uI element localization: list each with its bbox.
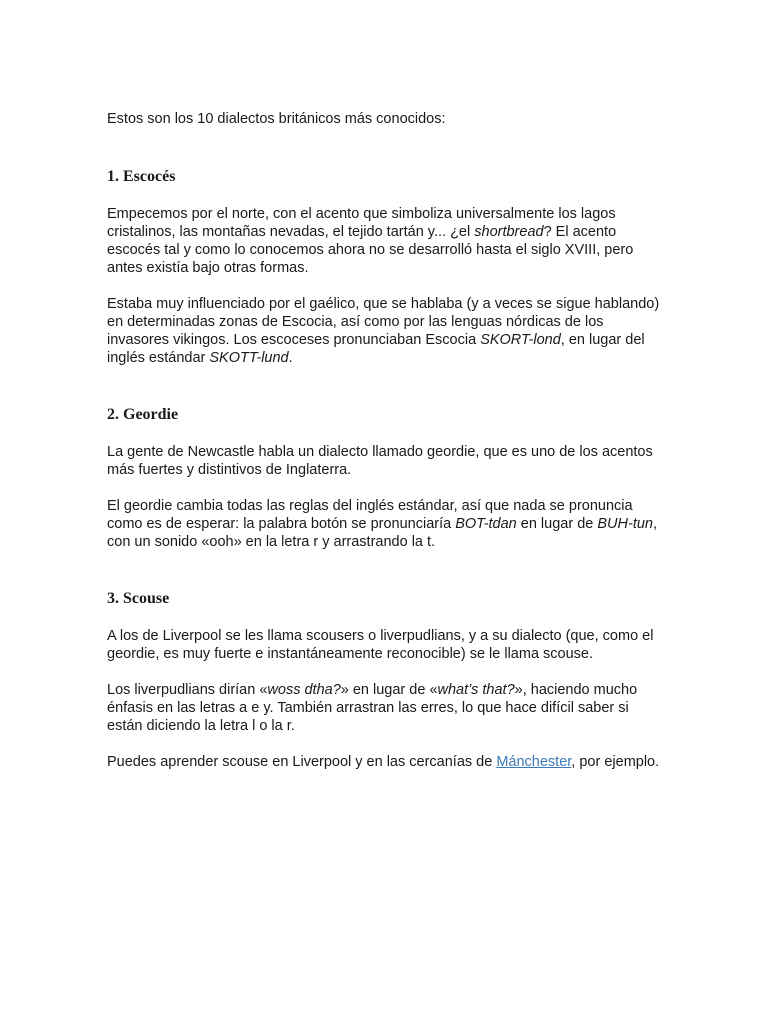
text-run: ? El acento escocés tal y como lo conocemos ahora no se desarrolló hasta el siglo XVIII, pero antes existía bajo otras formas. <box>107 224 634 276</box>
manchester-link[interactable]: Mánchester <box>496 754 572 770</box>
text-run: , por ejemplo. <box>571 754 660 770</box>
italic-term: SKORT-lond <box>480 332 561 348</box>
text-run: » en lugar de « <box>340 682 438 698</box>
text-run: . <box>288 350 293 366</box>
intro-paragraph: Estos son los 10 dialectos británicos más conocidos: <box>107 111 446 127</box>
text-run: Estaba muy influenciado por el gaélico, que se hablaba (y a veces se sigue hablando) en determinadas zonas de Escocia, así como por las lenguas nórdicas de los invasores vikingos. Los escoceses pronunciaban Escocia <box>107 296 660 348</box>
text-run: , en lugar del inglés estándar <box>107 332 645 366</box>
section-heading-escoces: 1. Escocés <box>107 168 176 185</box>
paragraph-scouse-2 <box>107 681 668 735</box>
text-run: , con un sonido «ooh» en la letra r y arrastrando la t. <box>107 516 658 550</box>
italic-term: shortbread <box>474 224 544 240</box>
paragraph-escoces-2 <box>107 295 668 367</box>
text-run: », haciendo mucho énfasis en las letras a e y. También arrastran las erres, lo que hace difícil saber si están diciendo la letra l o la r. <box>107 682 638 734</box>
paragraph-escoces-1 <box>107 205 668 277</box>
italic-term: woss dtha? <box>267 682 341 698</box>
text-run: Empecemos por el norte, con el acento que simboliza universalmente los lagos cristalinos, las montañas nevadas, el tejido tartán y... ¿el <box>107 206 616 240</box>
text-run: El geordie cambia todas las reglas del inglés estándar, así que nada se pronuncia como es de esperar: la palabra botón se pronunciaría <box>107 498 633 532</box>
paragraph-scouse-3 <box>107 753 668 771</box>
italic-term: BOT-tdan <box>455 516 517 532</box>
paragraph-geordie-2 <box>107 497 668 551</box>
section-heading-geordie: 2. Geordie <box>107 406 179 423</box>
text-run: en lugar de <box>516 516 598 532</box>
text-run: Los liverpudlians dirían « <box>107 682 268 698</box>
italic-term: BUH-tun <box>597 516 653 532</box>
italic-term: what’s that? <box>437 682 515 698</box>
paragraph-scouse-1: A los de Liverpool se les llama scousers o liverpudlians, y a su dialecto (que, como el geordie, es muy fuerte e instantáneamente reconocible) se le llama scouse. <box>107 628 654 662</box>
section-heading-scouse: 3. Scouse <box>107 590 170 607</box>
italic-term: SKOTT-lund <box>209 350 289 366</box>
text-run: Puedes aprender scouse en Liverpool y en las cercanías de <box>107 754 497 770</box>
paragraph-geordie-1: La gente de Newcastle habla un dialecto llamado geordie, que es uno de los acentos más fuertes y distintivos de Inglaterra. <box>107 444 653 478</box>
